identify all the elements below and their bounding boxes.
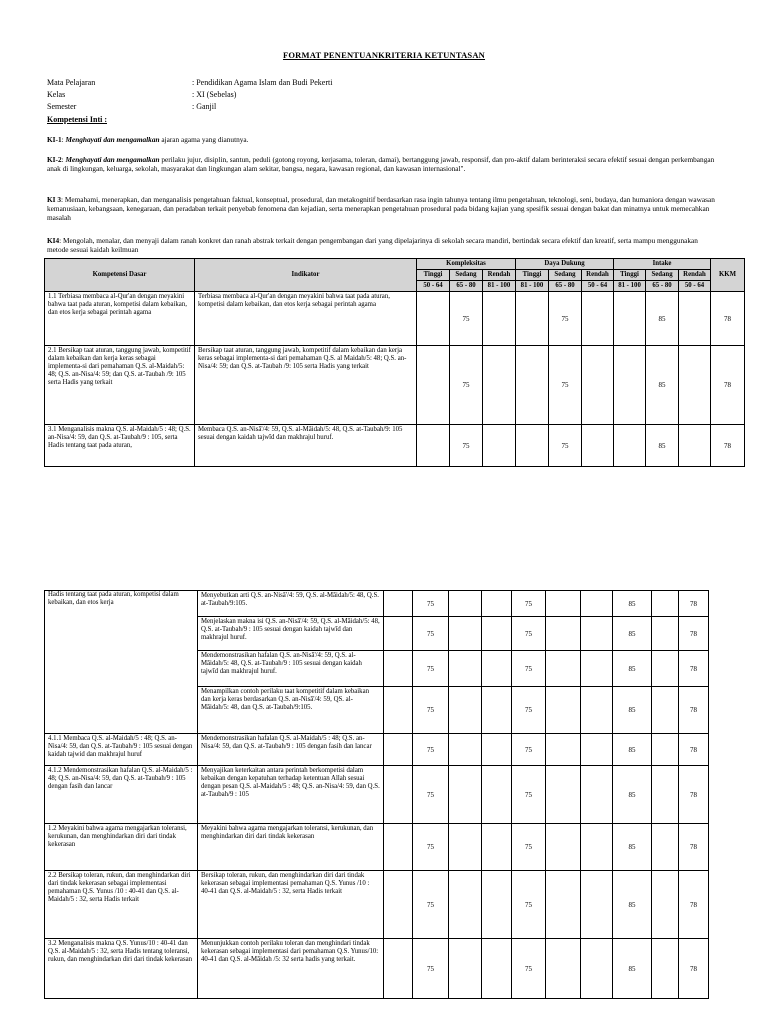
intake-value: 85 — [613, 687, 652, 734]
kkm-value: 78 — [679, 766, 709, 824]
empty-cell — [516, 425, 549, 467]
daya-dukung-value: 75 — [512, 824, 546, 871]
empty-cell — [581, 939, 613, 999]
kompleksitas-value: 75 — [413, 871, 449, 939]
kompleksitas-value: 75 — [413, 939, 449, 999]
empty-cell — [483, 346, 516, 425]
kd-cell: 3.1 Menganalisis makna Q.S. al-Maidah/5 : 48; Q.S. an-Nisa/4: 59, dan Q.S. at-Taubah/9 : 105, serta Hadis tentang taat pada aturan, — [45, 425, 195, 467]
empty-cell — [516, 346, 549, 425]
indicator-cell: Menyebutkan arti Q.S. an-Nisā'/4: 59, Q.S. al-Māidah/5: 48, Q.S. at-Taubah/9:105. — [198, 591, 384, 617]
empty-cell — [417, 425, 450, 467]
kompleksitas-value: 75 — [413, 617, 449, 651]
empty-cell — [546, 871, 581, 939]
kkm-table-part1 — [44, 258, 745, 467]
meta-semester — [47, 102, 216, 112]
empty-cell — [384, 687, 413, 734]
level-header: Tinggi — [614, 270, 646, 281]
meta-label: Mata Pelajaran — [47, 78, 96, 87]
kd-cell: 4.1.2 Mendemonstrasikan hafalan Q.S. al-Maidah/5 : 48; Q.S. an-Nisa/4: 59, dan Q.S. at-Taubah/9 : 105 dengan fasih dan lancar — [45, 766, 198, 824]
ki-text: perilaku jujur, disiplin, santun, peduli (gotong royong, kerjasama, toleran, damai), bertanggung jawab, responsif, dan pro-aktif dalam berinteraksi secara efektif sesuai dengan perkembangan anak di lingkungan, keluarga, sekolah, masyarakat dan lingkungan alam sekitar, bangsa, negara, kawasan regional, dan kawasan internasional". — [47, 155, 715, 173]
empty-cell — [482, 871, 512, 939]
level-header: Rendah — [483, 270, 516, 281]
ki-2: KI-2: Menghayati dan mengamalkan perilaku jujur, disiplin, santun, peduli (gotong royong, kerjasama, toleran, damai), bertanggung jawab, responsif, dan pro-aktif dalam berinteraksi secara efektif sesuai dengan perkembangan anak di lingkungan, keluarga, sekolah, masyarakat dan lingkungan alam sekitar, bangsa, negara, kawasan regional, dan kawasan internasional". — [47, 155, 715, 173]
kd-cell: 2.1 Bersikap taat aturan, tanggung jawab, kompetitif dalam kebaikan dan kerja keras sebagai implementa-si dari pemahaman Q.S. al-Maidah/5: 48; Q.S. an-Nisa/4: 59; dan Q.S. at-Taubah /9: 105 serta Hadis yang terkait — [45, 346, 195, 425]
empty-cell — [679, 425, 711, 467]
level-header: Tinggi — [417, 270, 450, 281]
level-header: Sedang — [549, 270, 582, 281]
table-row — [45, 824, 709, 871]
empty-cell — [449, 939, 482, 999]
empty-cell — [652, 734, 679, 766]
intake-value: 85 — [613, 766, 652, 824]
empty-cell — [546, 591, 581, 617]
empty-cell — [581, 766, 613, 824]
indicator-cell: Bersikap taat aturan, tanggung jawab, kompetitif dalam kebaikan dan kerja keras sebagai implementa-si dari pemahaman Q.S. al Maidah/5: 48; Q.S. an-Nisa/4: 59; dan Q.S. at-Taubah /9: 105 serta Hadis yang terkait — [195, 346, 417, 425]
intake-value: 85 — [646, 292, 679, 346]
empty-cell — [384, 824, 413, 871]
indicator-cell: Mendemonstrasikan hafalan Q.S. al-Maidah/5 : 48; Q.S. an-Nisa/4: 59, dan Q.S. at-Taubah/9 : 105 dengan fasih dan lancar — [198, 734, 384, 766]
intake-value: 85 — [613, 591, 652, 617]
empty-cell — [581, 734, 613, 766]
daya-dukung-value: 75 — [512, 871, 546, 939]
range-header: 50 - 64 — [582, 281, 614, 292]
empty-cell — [384, 734, 413, 766]
kkm-value: 78 — [711, 292, 745, 346]
empty-cell — [449, 871, 482, 939]
meta-subject — [47, 78, 332, 88]
empty-cell — [449, 617, 482, 651]
header-kompleksitas: Kompleksitas — [417, 259, 516, 270]
ki-text: Memahami, menerapkan, dan menganalisis pengetahuan faktual, konseptual, prosedural, dan metakognitif berdasarkan rasa ingin tahunya tentang ilmu pengetahuan, teknologi, seni, budaya, dan humaniora dengan wawasan kemanusiaan, kebangsaan, kenegaraan, dan peradaban terkait penyebab fenomena dan kejadian, serta menerapkan pengetahuan prosedural pada bidang kajian yang spesifik sesuai dengan bakat dan minatnya untuk memecahkan masalah — [47, 195, 715, 222]
empty-cell — [384, 766, 413, 824]
ki-text: ajaran agama yang dianutnya. — [159, 135, 249, 144]
table-row — [45, 591, 709, 617]
empty-cell — [581, 651, 613, 687]
intake-value: 85 — [613, 871, 652, 939]
empty-cell — [546, 687, 581, 734]
ki-code: KI 3 — [47, 195, 61, 204]
daya-dukung-value: 75 — [512, 734, 546, 766]
header-indikator: Indikator — [195, 259, 417, 292]
table-row — [45, 871, 709, 939]
empty-cell — [679, 292, 711, 346]
indicator-cell: Menyajikan keterkaitan antara perintah berkompetisi dalam kebaikan dengan kepatuhan terhadap ketentuan Allah sesuai dengan pesan Q.S. al-Maidah/5 : 48; Q.S. an-Nisa/4: 59, dan Q.S. at-Taubah/9 : 105 — [198, 766, 384, 824]
header-daya-dukung: Daya Dukung — [516, 259, 614, 270]
empty-cell — [482, 824, 512, 871]
page-section-bottom — [0, 590, 768, 1024]
ki-emphasis: Menghayati dan mengamalkan — [65, 135, 160, 144]
empty-cell — [614, 425, 646, 467]
ki-4: KI4: Mengolah, menalar, dan menyaji dalam ranah konkret dan ranah abstrak terkait dengan pengembangan dari yang dipelajarinya di sekolah secara mandiri, bertindak secara efektif dan kreatif, serta mampu menggunakan metode sesuai kaidah keilmuan — [47, 236, 698, 254]
intake-value: 85 — [646, 346, 679, 425]
empty-cell — [581, 871, 613, 939]
meta-class — [47, 90, 236, 100]
table-row — [45, 292, 745, 346]
daya-dukung-value: 75 — [549, 346, 582, 425]
empty-cell — [582, 425, 614, 467]
empty-cell — [652, 766, 679, 824]
daya-dukung-value: 75 — [512, 939, 546, 999]
empty-cell — [652, 591, 679, 617]
kd-cell: 2.2 Bersikap toleran, rukun, dan menghindarkan diri dari tindak kekerasan sebagai implementasi pemahaman Q.S. Yunus /10 : 40-41 dan Q.S. al-Maidah/5 : 32, serta Hadis terkait — [45, 871, 198, 939]
intake-value: 85 — [613, 824, 652, 871]
kd-cell: 1.2 Meyakini bahwa agama mengajarkan toleransi, kerukunan, dan menghindarkan diri dari tindak kekerasan — [45, 824, 198, 871]
kkm-value: 78 — [711, 425, 745, 467]
empty-cell — [546, 766, 581, 824]
empty-cell — [384, 617, 413, 651]
empty-cell — [483, 292, 516, 346]
header-kkm: KKM — [711, 259, 745, 292]
intake-value: 85 — [613, 939, 652, 999]
kd-cell: 4.1.1 Membaca Q.S. al-Maidah/5 : 48; Q.S. an-Nisa/4: 59, dan Q.S. at-Taubah/9 : 105 sesuai dengan kaidah tajwid dan makhrajul huruf — [45, 734, 198, 766]
meta-value: : Ganjil — [192, 102, 217, 111]
empty-cell — [652, 651, 679, 687]
table-row — [45, 734, 709, 766]
daya-dukung-value: 75 — [512, 617, 546, 651]
empty-cell — [482, 766, 512, 824]
range-header: 65 - 80 — [549, 281, 582, 292]
empty-cell — [482, 939, 512, 999]
ki-emphasis: Menghayati dan mengamalkan — [65, 155, 160, 164]
kompleksitas-value: 75 — [413, 766, 449, 824]
empty-cell — [449, 824, 482, 871]
empty-cell — [679, 346, 711, 425]
header-kompetensi-dasar: Kompetensi Dasar — [45, 259, 195, 292]
empty-cell — [482, 651, 512, 687]
meta-value: : Pendidikan Agama Islam dan Budi Pekerti — [192, 78, 333, 87]
empty-cell — [449, 687, 482, 734]
empty-cell — [652, 939, 679, 999]
empty-cell — [384, 591, 413, 617]
range-header: 50 - 64 — [417, 281, 450, 292]
level-header: Rendah — [679, 270, 711, 281]
empty-cell — [384, 939, 413, 999]
empty-cell — [482, 591, 512, 617]
daya-dukung-value: 75 — [512, 651, 546, 687]
range-header: 65 - 80 — [450, 281, 483, 292]
header-intake: Intake — [614, 259, 711, 270]
indicator-cell: Membaca Q.S. an-Nisā'/4: 59, Q.S. al-Māidah/5: 48, Q.S. at-Taubah/9: 105 sesuai dengan kaidah tajwīd dan makhrajul huruf. — [195, 425, 417, 467]
kompleksitas-value: 75 — [413, 824, 449, 871]
intake-value: 85 — [613, 734, 652, 766]
ki-code: KI-2 — [47, 155, 62, 164]
daya-dukung-value: 75 — [512, 591, 546, 617]
daya-dukung-value: 75 — [549, 292, 582, 346]
empty-cell — [417, 346, 450, 425]
meta-label: Kelas — [47, 90, 66, 99]
empty-cell — [546, 651, 581, 687]
level-header: Rendah — [582, 270, 614, 281]
empty-cell — [482, 617, 512, 651]
kompleksitas-value: 75 — [450, 292, 483, 346]
daya-dukung-value: 75 — [512, 766, 546, 824]
empty-cell — [582, 346, 614, 425]
document-title: FORMAT PENENTUANKRITERIA KETUNTASAN — [282, 50, 486, 60]
table-row — [45, 425, 745, 467]
empty-cell — [449, 651, 482, 687]
empty-cell — [652, 824, 679, 871]
kkm-value: 78 — [679, 939, 709, 999]
level-header: Tinggi — [516, 270, 549, 281]
daya-dukung-value: 75 — [549, 425, 582, 467]
empty-cell — [546, 734, 581, 766]
kkm-value: 78 — [679, 687, 709, 734]
empty-cell — [482, 687, 512, 734]
kkm-value: 78 — [679, 617, 709, 651]
intake-value: 85 — [613, 651, 652, 687]
daya-dukung-value: 75 — [512, 687, 546, 734]
range-header: 50 - 64 — [679, 281, 711, 292]
kd-cell: Hadis tentang taat pada aturan, kompetisi dalam kebaikan, dan etos kerja — [45, 591, 198, 734]
empty-cell — [384, 871, 413, 939]
table-row — [45, 346, 745, 425]
kkm-value: 78 — [679, 824, 709, 871]
empty-cell — [483, 425, 516, 467]
level-header: Sedang — [450, 270, 483, 281]
empty-cell — [546, 939, 581, 999]
indicator-cell: Bersikap toleran, rukun, dan menghindarkan diri dari tindak kekerasan sebagai implementasi pemahaman Q.S. Yunus /10 : 40-41 dan Q.S. al-Maidah/5 : 32, serta Hadis terkait — [198, 871, 384, 939]
empty-cell — [546, 824, 581, 871]
empty-cell — [581, 617, 613, 651]
kkm-value: 78 — [679, 651, 709, 687]
empty-cell — [614, 292, 646, 346]
empty-cell — [652, 687, 679, 734]
indicator-cell: Mendemonstrasikan hafalan Q.S. an-Nisā'/4: 59, Q.S. al-Māidah/5: 48, Q.S. at-Taubah/9 : 105 sesuai dengan kaidah tajwīd dan makhrajul huruf. — [198, 651, 384, 687]
indicator-cell: Menunjukkan contoh perilaku toleran dan menghindari tindak kekerasan sebagai implementasi dari pemahaman Q.S. Yunus/10: 40-41 dan Q.S. al-Māidah /5: 32 serta hadis yang terkait. — [198, 939, 384, 999]
empty-cell — [652, 617, 679, 651]
empty-cell — [449, 591, 482, 617]
empty-cell — [581, 591, 613, 617]
ki-code: KI4 — [47, 236, 60, 245]
kompleksitas-value: 75 — [413, 651, 449, 687]
empty-cell — [652, 871, 679, 939]
kd-cell: 3.2 Menganalisis makna Q.S. Yunus/10 : 40-41 dan Q.S. al-Maidah/5 : 32, serta Hadis tentang toleransi, rukun, dan menghindarkan diri dari tindak kekerasan — [45, 939, 198, 999]
intake-value: 85 — [613, 617, 652, 651]
meta-value: : XI (Sebelas) — [192, 90, 237, 99]
empty-cell — [582, 292, 614, 346]
empty-cell — [546, 617, 581, 651]
range-header: 81 - 100 — [614, 281, 646, 292]
page-section-top — [0, 0, 768, 478]
kd-cell: 1.1 Terbiasa membaca al-Qur'an dengan meyakini bahwa taat pada aturan, kompetisi dalam kebaikan, dan etos kerja sebagai perintah agama — [45, 292, 195, 346]
kkm-value: 78 — [679, 591, 709, 617]
meta-label: Semester — [47, 102, 77, 111]
indicator-cell: Menampilkan contoh perilaku taat kompetitif dalam kebaikan dan kerja keras berdasarkan Q.S. an-Nisā'/4: 59, QS. al-Māidah/5: 48, dan Q.S. at-Taubah/9:105. — [198, 687, 384, 734]
ki-heading: Kompetensi Inti : — [47, 115, 107, 124]
empty-cell — [581, 824, 613, 871]
range-header: 81 - 100 — [516, 281, 549, 292]
table-row — [45, 939, 709, 999]
intake-value: 85 — [646, 425, 679, 467]
ki-3: KI 3: Memahami, menerapkan, dan menganalisis pengetahuan faktual, konseptual, prosedural, dan metakognitif berdasarkan rasa ingin tahunya tentang ilmu pengetahuan, teknologi, seni, budaya, dan humaniora dengan wawasan kemanusiaan, kebangsaan, kenegaraan, dan peradaban terkait penyebab fenomena dan kejadian, serta menerapkan pengetahuan prosedural pada bidang kajian yang spesifik sesuai dengan bakat dan minatnya untuk memecahkan masalah — [47, 195, 715, 222]
ki-1: KI-1: Menghayati dan mengamalkan ajaran agama yang dianutnya. — [47, 135, 249, 144]
empty-cell — [482, 734, 512, 766]
level-header: Sedang — [646, 270, 679, 281]
empty-cell — [384, 651, 413, 687]
empty-cell — [614, 346, 646, 425]
kompleksitas-value: 75 — [413, 591, 449, 617]
ki-text: Mengolah, menalar, dan menyaji dalam ranah konkret dan ranah abstrak terkait dengan pengembangan dari yang dipelajarinya di sekolah secara mandiri, bertindak secara efektif dan kreatif, serta mampu menggunakan metode sesuai kaidah keilmuan — [47, 236, 698, 254]
kompleksitas-value: 75 — [413, 687, 449, 734]
kkm-table-part2 — [44, 590, 709, 999]
indicator-cell: Terbiasa membaca al-Qur'an dengan meyakini bahwa taat pada aturan, kompetisi dalam kebaikan, dan etos kerja sebagai perintah agama — [195, 292, 417, 346]
kompleksitas-value: 75 — [450, 346, 483, 425]
ki-code: KI-1 — [47, 135, 62, 144]
kompleksitas-value: 75 — [413, 734, 449, 766]
table-row — [45, 766, 709, 824]
empty-cell — [449, 734, 482, 766]
empty-cell — [449, 766, 482, 824]
indicator-cell: Menjelaskan makna isi Q.S. an-Nisā'/4: 59, Q.S. al-Māidah/5: 48, Q.S. at-Taubah/9 : 105 sesuai dengan kaidah tajwīd dan makhrajul huruf. — [198, 617, 384, 651]
empty-cell — [581, 687, 613, 734]
empty-cell — [417, 292, 450, 346]
empty-cell — [516, 292, 549, 346]
kkm-value: 78 — [679, 734, 709, 766]
kkm-value: 78 — [679, 871, 709, 939]
kompleksitas-value: 75 — [450, 425, 483, 467]
indicator-cell: Meyakini bahwa agama mengajarkan toleransi, kerukunan, dan menghindarkan diri dari tindak kekerasan — [198, 824, 384, 871]
range-header: 81 - 100 — [483, 281, 516, 292]
kkm-value: 78 — [711, 346, 745, 425]
range-header: 65 - 80 — [646, 281, 679, 292]
